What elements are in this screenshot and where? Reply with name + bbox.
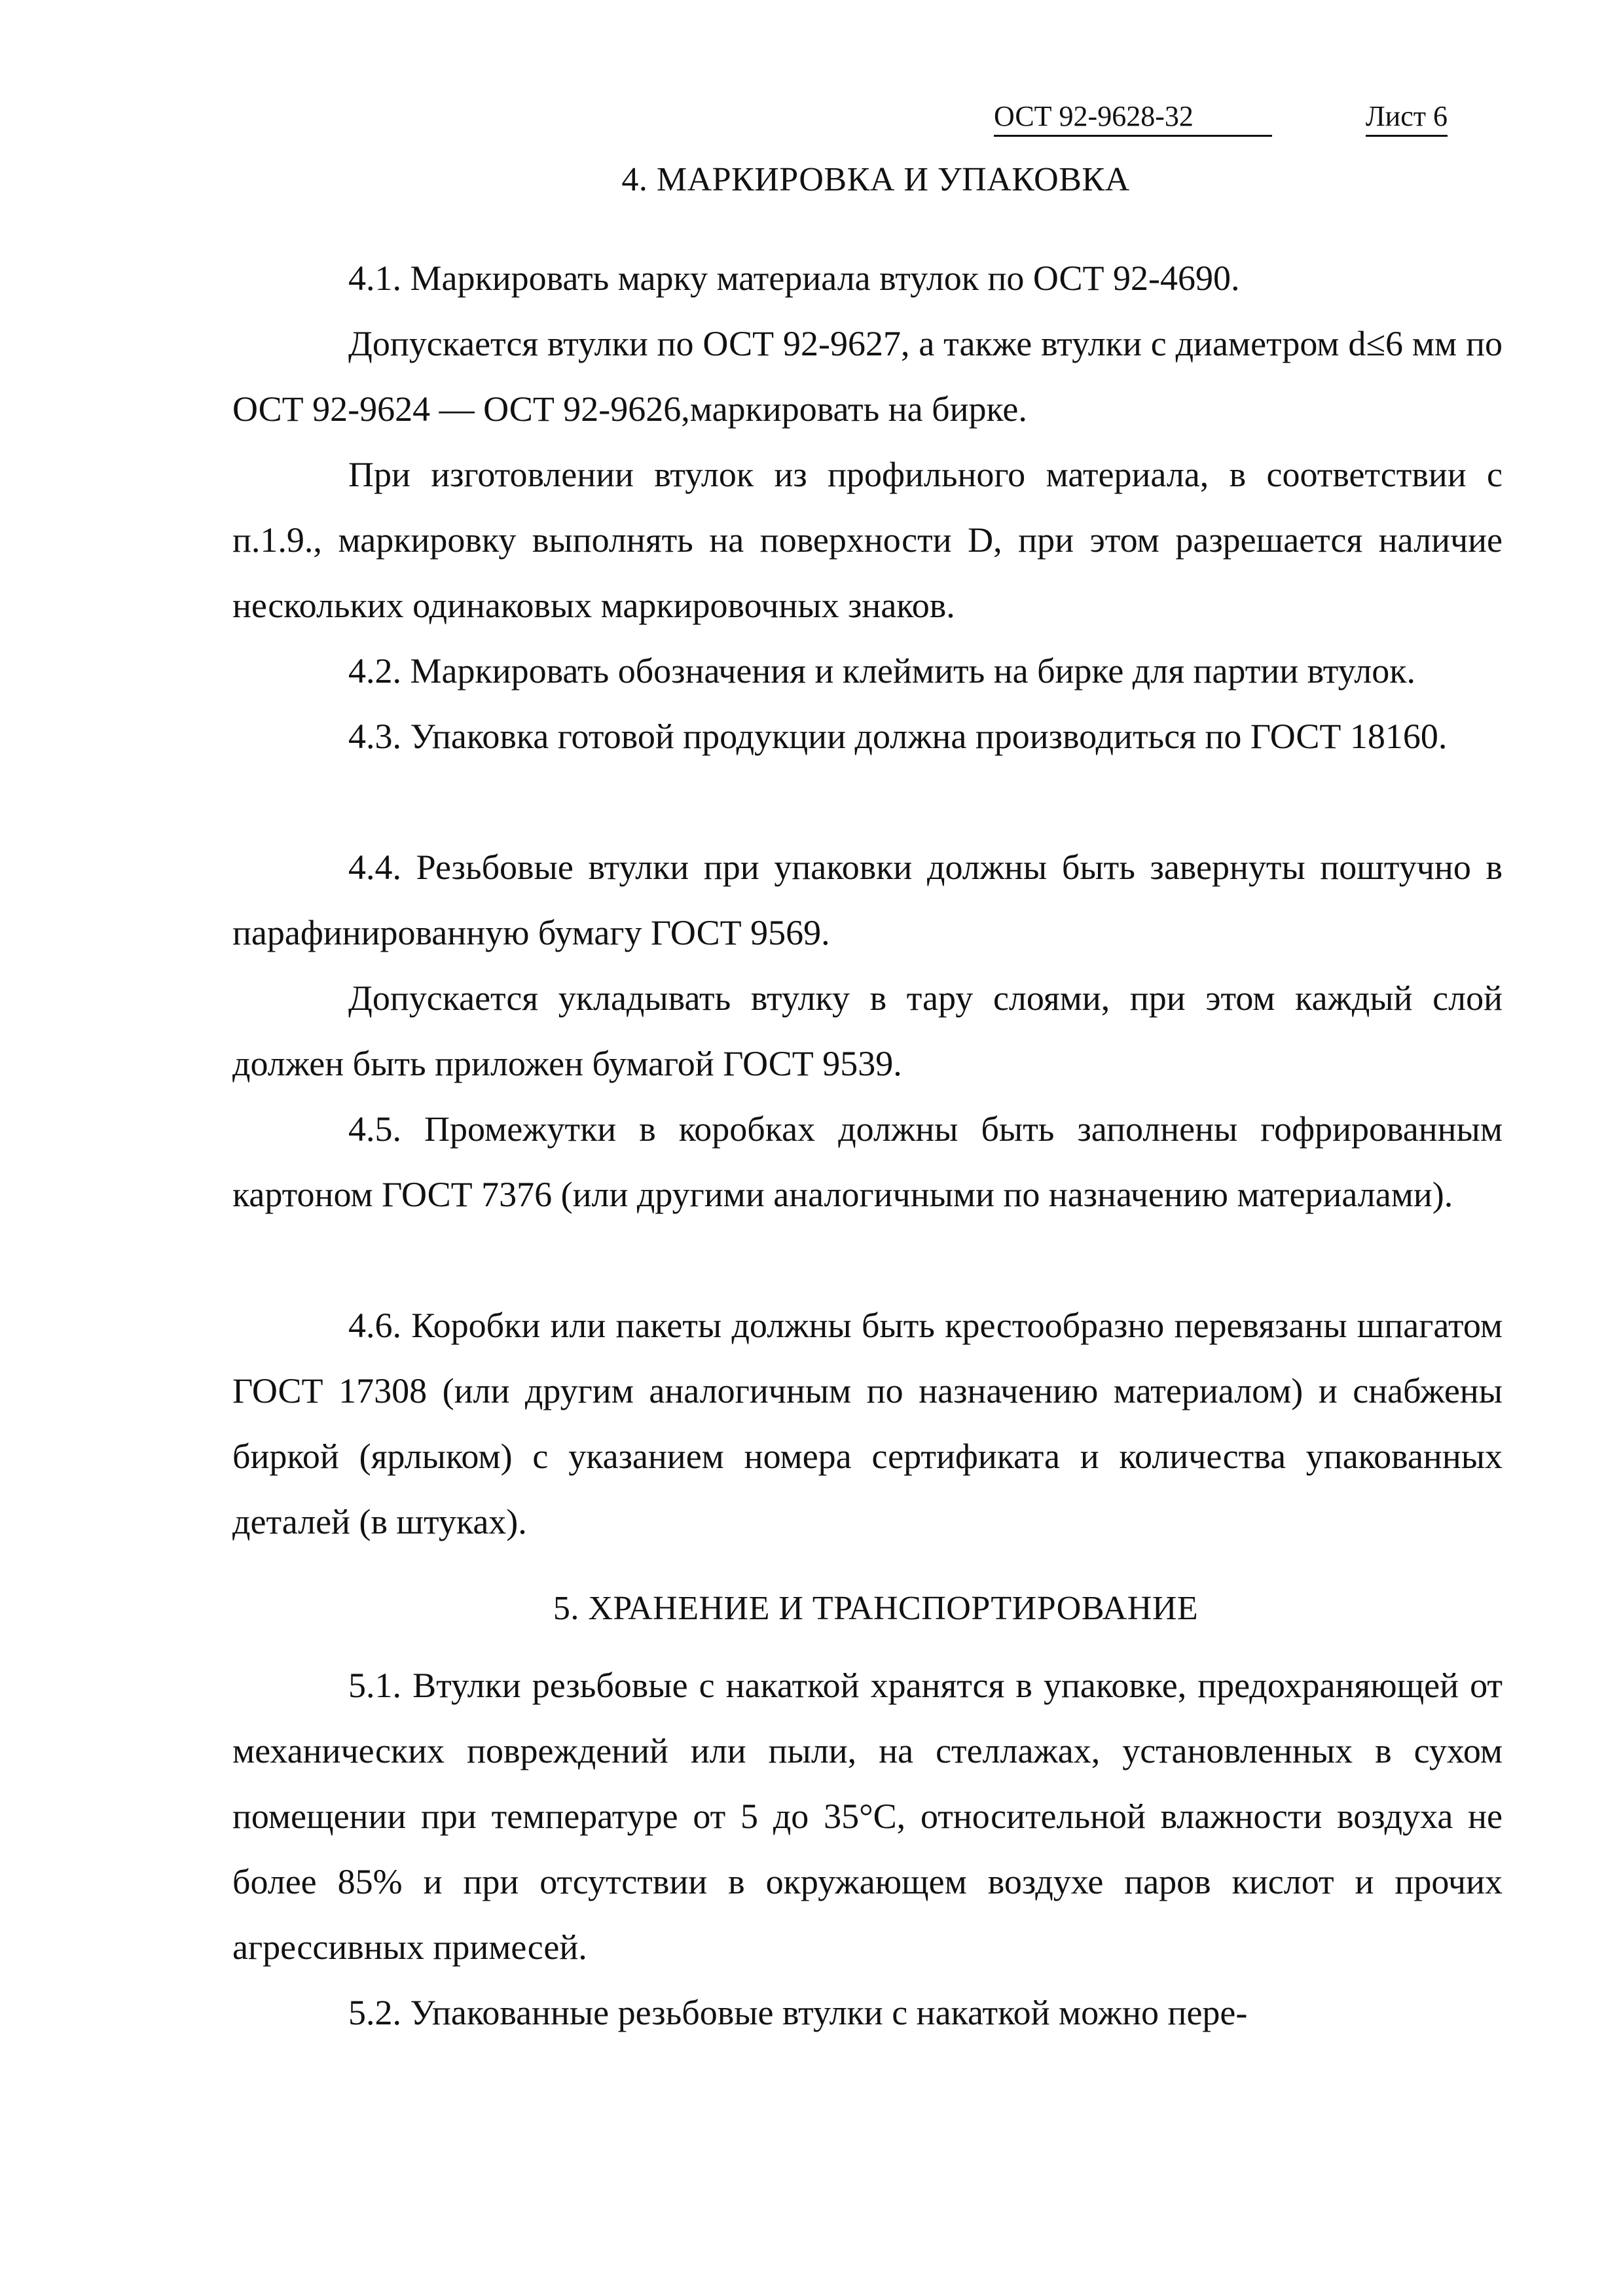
paragraph-4-4-layers: Допускается укладывать втулку в тару слоями, при этом каждый слой должен быть приложен бумагой ГОСТ 9539. xyxy=(232,978,1503,1083)
paragraph-4-1-profile-material: При изготовлении втулок из профильного материала, в соответствии с п.1.9., маркировку выполнять на поверхности D, при этом разрешается наличие нескольких одинаковых маркировочных знаков. xyxy=(232,455,1503,625)
paragraph-4-1-allowance: Допускается втулки по ОСТ 92-9627, а также втулки с диаметром d≤6 мм по ОСТ 92-9624 — ОСТ 92-9626,маркировать на бирке. xyxy=(232,324,1503,429)
page-header xyxy=(994,98,1448,137)
paragraph-4-1: 4.1. Маркировать марку материала втулок по ОСТ 92-4690. xyxy=(348,259,1240,298)
paragraph-4-5: 4.5. Промежутки в коробках должны быть заполнены гофрированным картоном ГОСТ 7376 (или другими аналогичными по назначению материалами). xyxy=(232,1109,1503,1214)
paragraph-4-2: 4.2. Маркировать обозначения и клеймить на бирке для партии втулок. xyxy=(348,651,1415,691)
paragraph-5-2: 5.2. Упакованные резьбовые втулки с накаткой можно пере- xyxy=(348,1993,1248,2032)
paragraph-5-1: 5.1. Втулки резьбовые с накаткой хранятся в упаковке, предохраняющей от механических повреждений или пыли, на стеллажах, установленных в сухом помещении при температуре от 5 до 35°С, относительной влажности воздуха не более 85% и при отсутствии в окружающем воздухе паров кислот и прочих агрессивных примесей. xyxy=(232,1666,1503,1967)
paragraph-4-3: 4.3. Упаковка готовой продукции должна производиться по ГОСТ 18160. xyxy=(348,717,1448,756)
sheet-number: Лист 6 xyxy=(1366,98,1448,137)
paragraph-4-4: 4.4. Резьбовые втулки при упаковки должны быть завернуты поштучно в парафинированную бумагу ГОСТ 9569. xyxy=(232,848,1503,952)
document-code: ОСТ 92-9628-32 xyxy=(994,98,1272,137)
section-4-title: 4. МАРКИРОВКА И УПАКОВКА xyxy=(621,161,1130,198)
section-5-title: 5. ХРАНЕНИЕ И ТРАНСПОРТИРОВАНИЕ xyxy=(553,1590,1199,1627)
paragraph-4-6: 4.6. Коробки или пакеты должны быть крестообразно перевязаны шпагатом ГОСТ 17308 (или другим аналогичным по назначению материалом) и снабжены биркой (ярлыком) с указанием номера сертификата и количества упакованных деталей (в штуках). xyxy=(232,1306,1503,1541)
